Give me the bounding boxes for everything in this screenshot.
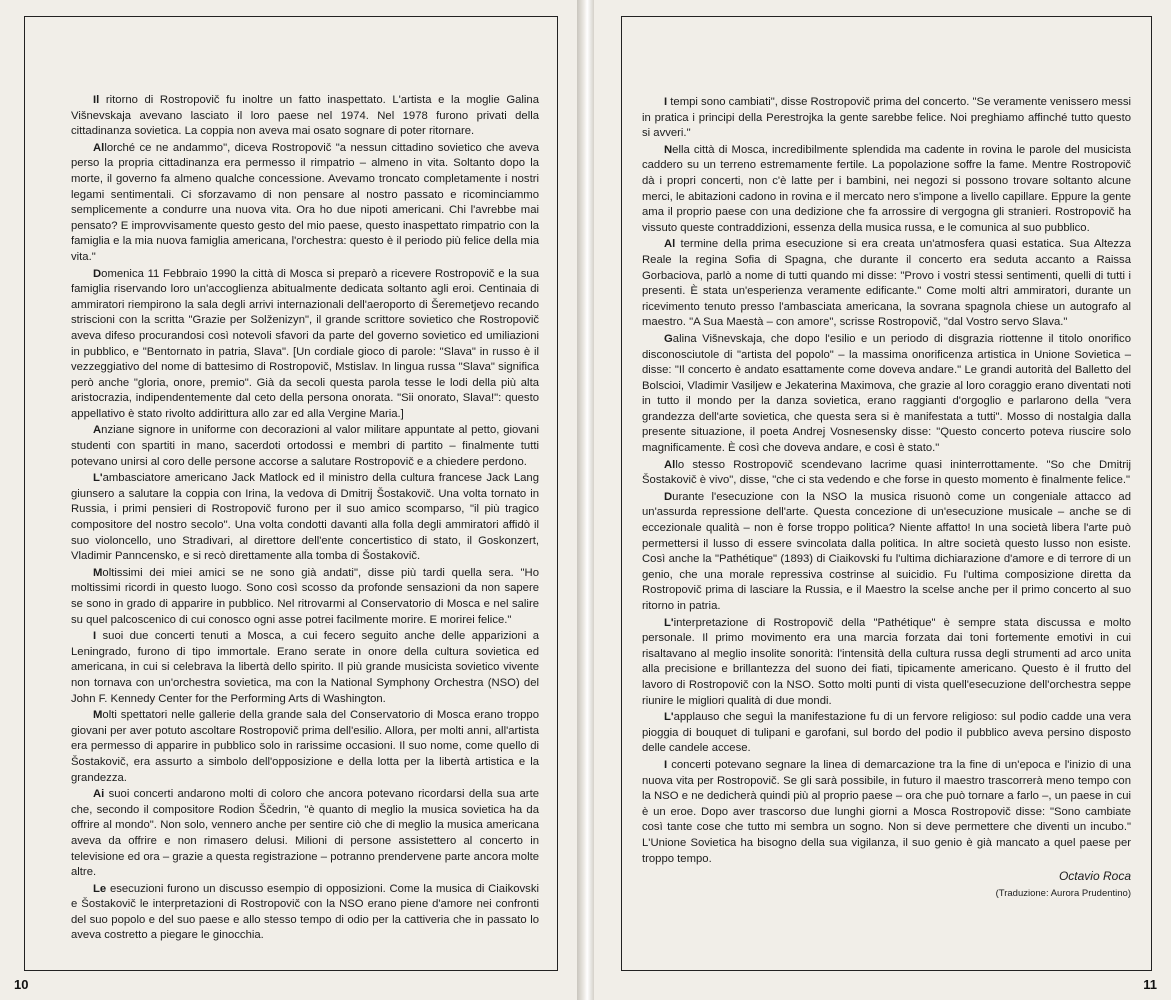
- page-number: 11: [1143, 977, 1157, 992]
- paragraph-lead: Ai: [93, 788, 105, 801]
- paragraph-text: olti spettatori nelle gallerie della grande sala del Conservatorio di Mosca erano troppo giovani per aver potuto ascoltare Rostropovič prima dell'esilio. Allora, per molti anni, all'artista era permesso di apparire in pubblico solo in rarissime occasioni. Il suo nome, come quello di Šostakovič, era assurto a simbolo dell'opposizione e della lotta per la libertà artistica e la grandezza.: [71, 709, 539, 784]
- paragraph-text: suoi concerti andarono molti di coloro che ancora potevano ricordarsi della sua arte che, secondo il compositore Rodion Ščedrin, "è quanto di meglio la musica sovietica ha da offrire al mondo". Non solo, vennero anche per sentire ciò che di meglio la musica americana aveva da offrire e non rimasero delusi. Milioni di persone assistettero al concerto in televisione ed ora – grazie a questa registrazione – potranno prendervene parte ancora molte altre.: [71, 788, 539, 879]
- paragraph: [642, 616, 1131, 710]
- paragraph-lead: Al: [93, 141, 105, 154]
- paragraph-text: oltissimi dei miei amici se ne sono già andati", disse più tardi quella sera. "Ho moltissimi ricordi in questo luogo. Sono così scosso da profonde sensazioni da non sapere se sono in grado di apparire in pubblico. Nel ritrovarmi al Conservatorio di Mosca e nel salire su quel palcoscenico di cui conosco ogni asse potrei facilmente morire. E morirei felice.": [71, 566, 539, 626]
- paragraph-text: lo stesso Rostropovič scendevano lacrime quasi ininterrottamente. "So che Dmitrij Šostakovič è vivo", disse, "che ci sta vedendo e che forse in questo momento è finalmente felice.": [642, 458, 1131, 487]
- paragraph-text: esecuzioni furono un discusso esempio di opposizioni. Come la musica di Ciaikovski e Šostakovič le interpretazioni di Rostropovič con la NSO erano piene d'amore nei confronti del suo popolo e del suo paese e allo stesso tempo di odio per la cattiveria che in passato lo aveva costretto a piegare le ginocchia.: [71, 882, 539, 942]
- paragraph-text: ella città di Mosca, incredibilmente splendida ma cadente in rovina le parole del musicista caddero su un terreno estremamente fertile. La popolazione soffre la fame. Mentre Rostropovič dà i propri concerti, non c'è latte per i bambini, nei negozi si possono trovare soltanto alcune merci, le abitazioni cadono in rovina e il mercato nero s'impone a livello capillare. Eppure la gente ama il proprio paese con una dedizione che fa arrossire di vergogna gli stranieri. Rostropovič ha vissuto queste contraddizioni, essenza della musica russa, e le comunica al suo pubblico.: [642, 143, 1131, 234]
- paragraph: [642, 758, 1131, 867]
- paragraph-text: interpretazione di Rostropovič della "Pathétique" è sempre stata discussa e molto personale. Il primo movimento era una marcia forzata dai toni fortemente emotivi in cui risaltavano al meglio insolite sonorità: l'intensità della cultura russa degli strumenti ad arco unita alla precisione e brillantezza del suono dei fiati, tipicamente americano. Questo è il frutto del lavoro di Rostropovič con la NSO. Sotto molti punti di vista quell'esecuzione dell'orchestra seppe riunire le migliori qualità di due mondi.: [642, 616, 1131, 707]
- paragraph: [642, 710, 1131, 757]
- paragraph-text: tempi sono cambiati", disse Rostropovič prima del concerto. "Se veramente venissero messi in pratica i principi della Perestrojka la gente sarebbe felice. Noi preghiamo affinché tutto questo si avveri.": [642, 96, 1131, 140]
- paragraph-lead: Le: [93, 882, 107, 895]
- paragraph-lead: N: [664, 143, 673, 156]
- paragraph: [71, 708, 539, 786]
- paragraph: [642, 95, 1131, 142]
- paragraph-text: suoi due concerti tenuti a Mosca, a cui fecero seguito anche delle apparizioni a Leningrado, furono di tipo immortale. Erano serate in onore della cultura sovietica ed americana, in cui si celebrava la libertà dello spirito. Il più grande musicista sovietico vivente non tornava con un'orchestra sovietica, ma con la National Symphony Orchestra (NSO) del John F. Kennedy Center for the Performing Arts di Washington.: [71, 630, 539, 705]
- paragraph: [71, 141, 539, 266]
- paragraph: [642, 490, 1131, 615]
- paragraph: [642, 458, 1131, 489]
- paragraph-lead: I: [664, 96, 668, 108]
- paragraph: [642, 237, 1131, 331]
- translation-credit: (Traduzione: Aurora Prudentino): [995, 887, 1131, 899]
- paragraph-lead: L': [664, 711, 674, 724]
- paragraph: [71, 629, 539, 707]
- paragraph-text: urante l'esecuzione con la NSO la musica risuonò come un congeniale attacco ad un'assurda repressione dell'arte. Questa concezione di un'esecuzione musicale – anche se di eccezionale qualità – non è forse troppo politica? Niente affatto! In una società libera l'arte può permettersi il lusso di essere svincolata dalla politica. In altre società questo lusso non esiste. Così anche la "Pathétique" (1893) di Ciaikovski fu l'ultima dichiarazione d'amore e di terrore di un genio, che una morale repressiva costrinse al suicidio. Fu l'ultima composizione diretta da Rostropovič prima di lasciare la Russia, e il Maestro la scelse anche per il primo concerto al suo ritorno in patria.: [642, 490, 1131, 612]
- paragraph-lead: Al: [664, 458, 676, 471]
- paragraph-lead: D: [664, 490, 673, 503]
- left-page-text: [71, 93, 539, 945]
- paragraph-lead: I: [93, 630, 97, 643]
- paragraph: [71, 882, 539, 944]
- paragraph-lead: A: [93, 424, 102, 437]
- right-page-text: [642, 95, 1131, 901]
- paragraph-text: alina Višnevskaja, che dopo l'esilio e un periodo di disgrazia riottenne il titolo onorifico disconosciutole di "artista del popolo" – la massima onorificenza artistica in Unione Sovietica – disse: "Il concerto è andato esattamente come doveva andare." Le grandi autorità del Balletto del Bolscioi, Vladimir Vasiljew e Jekaterina Maximova, che grazie al loro coraggio erano diventati noti in tutto il mondo per la danza sovietica, erano raggianti d'orgoglio e parlarono della "vera grandezza dell'arte sovietica, che questa sera si è manifestata a tutti". Mosso di nostalgia dalla presente situazione, il poeta Andrej Vosnesensky disse: "Questo concerto poteva riuscire solo magnificamente. È così che doveva andare, e così è stato.": [642, 332, 1131, 455]
- author-signature: Octavio Roca: [1058, 869, 1131, 884]
- paragraph-text: termine della prima esecuzione si era creata un'atmosfera quasi estatica. Sua Altezza Reale la regina Sofia di Spagna, che durante il concerto era seduta accanto a Raissa Gorbaciova, parlò a nome di tutti quando mi disse: "Provo i vostri stessi sentimenti, quelli di tutti i presenti. È stata un'esperienza veramente edificante." Come molti altri ammiratori, durante un ricevimento tenuto presso l'ambasciata americana, la sovrana spagnola chiese un autografo al maestro. "A Sua Maestà – con amore", scrisse Rostropovič, "dal Vostro servo Slava.": [642, 238, 1131, 329]
- paragraph: [71, 566, 539, 628]
- left-page-frame: [24, 16, 558, 971]
- paragraph-lead: M: [93, 566, 103, 579]
- paragraph: [71, 787, 539, 881]
- paragraph: [642, 332, 1131, 457]
- paragraph: [71, 93, 539, 140]
- left-page: [0, 0, 577, 1000]
- paragraph-text: ambasciatore americano Jack Matlock ed il ministro della cultura francese Jack Lang giunsero a salutare la coppia con Irina, la vedova di Dmitrij Šostakovič. Una volta tornato in Russia, i primi pensieri di Rostropovič furono per il suo amico scomparso, "il più tragico compositore del nostro secolo". Una volta condotti davanti alla folla degli ammiratori affidò il suo violoncello, uno Stradivari, al direttore dell'ente concertistico di stato, il Goskonzert, Vladimir Panncensko, e si recò direttamente alla tomba di Šostakovič.: [71, 472, 539, 563]
- paragraph-lead: Il: [93, 94, 100, 106]
- paragraph: [71, 471, 539, 565]
- paragraph-lead: Al: [664, 238, 676, 251]
- paragraph: [642, 143, 1131, 237]
- paragraph-lead: G: [664, 332, 673, 345]
- paragraph-lead: M: [93, 709, 103, 722]
- right-page: [594, 0, 1171, 1000]
- paragraph: [71, 267, 539, 423]
- paragraph-text: applauso che seguì la manifestazione fu di un fervore religioso: sul podio cadde una vera pioggia di bouquet di tulipani e garofani, sul bordo del podio il pubblico aveva persino disposto delle candele accese.: [642, 711, 1131, 755]
- paragraph-lead: D: [93, 267, 102, 280]
- paragraph-text: concerti potevano segnare la linea di demarcazione tra la fine di un'epoca e l'inizio di una nuova vita per Rostropovič. Se gli sarà possibile, in futuro il maestro trascorrerà meno tempo con la NSO e ne dedicherà quindi più al proprio paese – ora che può tornare a farlo –, un paese in cui è un eroe. Dopo aver trascorso due lunghi giorni a Mosca Rostropovič disse: "Sono cambiate così tante cose che tutto mi sembra un sogno. Non si deve permettere che diventi un incubo." L'Unione Sovietica ha bisogno della sua vigilanza, il suo genio è già mancato a quel paese per troppo tempo.: [642, 758, 1131, 865]
- page-number: 10: [14, 977, 29, 992]
- paragraph-lead: I: [664, 758, 668, 771]
- paragraph-lead: L': [93, 472, 103, 485]
- paragraph-text: omenica 11 Febbraio 1990 la città di Mosca si preparò a ricevere Rostropovič e la sua famiglia riservando loro un'accoglienza abitualmente dedicata soltanto agli eroi. Centinaia di ammiratori riempirono la sala degli arrivi internazionali dell'aeroporto di Šeremetjevo recando striscioni con la scritta "Grazie per Solženizyn", il grande scrittore sovietico che Rostropovič aveva difeso procurandosi così notevoli sfavori da parte del governo sovietico ed umiliazioni in pubblico, e "Bentornato in patria, Slava". [Un cordiale gioco di parole: "Slava" in russo è il vezzeggiativo del nome di battesimo di Rostropovič, Mstislav. In lingua russa "Slava" significa però anche "gloria, onore, premio". Già da secoli questa parola tesse le lodi della più alta aristocrazia, indipendentemente dal ceto della persona onorata. "Sii onorato, Slava!": questo appellativo è stato rivolto addirittura allo zar ed alla Vergine Maria.]: [71, 267, 539, 420]
- book-gutter: [577, 0, 594, 1000]
- paragraph: [71, 423, 539, 470]
- paragraph-text: ritorno di Rostropovič fu inoltre un fatto inaspettato. L'artista e la moglie Galina Višnevskaja avevano lasciato il loro paese nel 1974. Nel 1978 furono privati della cittadinanza sovietica. La coppia non aveva mai osato sognare di poter ritornare.: [71, 94, 539, 138]
- paragraph-lead: L': [664, 616, 674, 629]
- paragraph-text: lorché ce ne andammo", diceva Rostropovič "a nessun cittadino sovietico che aveva perso la propria cittadinanza era permesso il rimpatrio – almeno in vita. Soltanto dopo la morte, il governo fa almeno qualche concessione. Avevamo troncato completamente i nostri legami sentimentali. Ci sforzavamo di non pensare al nostro passato e ricominciammo semplicemente a condurre una nuova vita. Ora ho due nipoti americani. Chi l'avrebbe mai pensato? E improvvisamente questo gesto del mio paese, questo inaspettato rimpatrio con la famiglia e la mia nuova famiglia americana, l'orchestra: questo è il periodo più felice della mia vita.": [71, 141, 539, 263]
- right-page-frame: [621, 16, 1152, 971]
- paragraph-text: nziane signore in uniforme con decorazioni al valor militare appuntate al petto, giovani studenti con spartiti in mano, sacerdoti ortodossi e membri di partito – finalmente tutti potevano unirsi al coro delle persone accorse a salutare Rostropovič e a chiedere perdono.: [71, 424, 539, 468]
